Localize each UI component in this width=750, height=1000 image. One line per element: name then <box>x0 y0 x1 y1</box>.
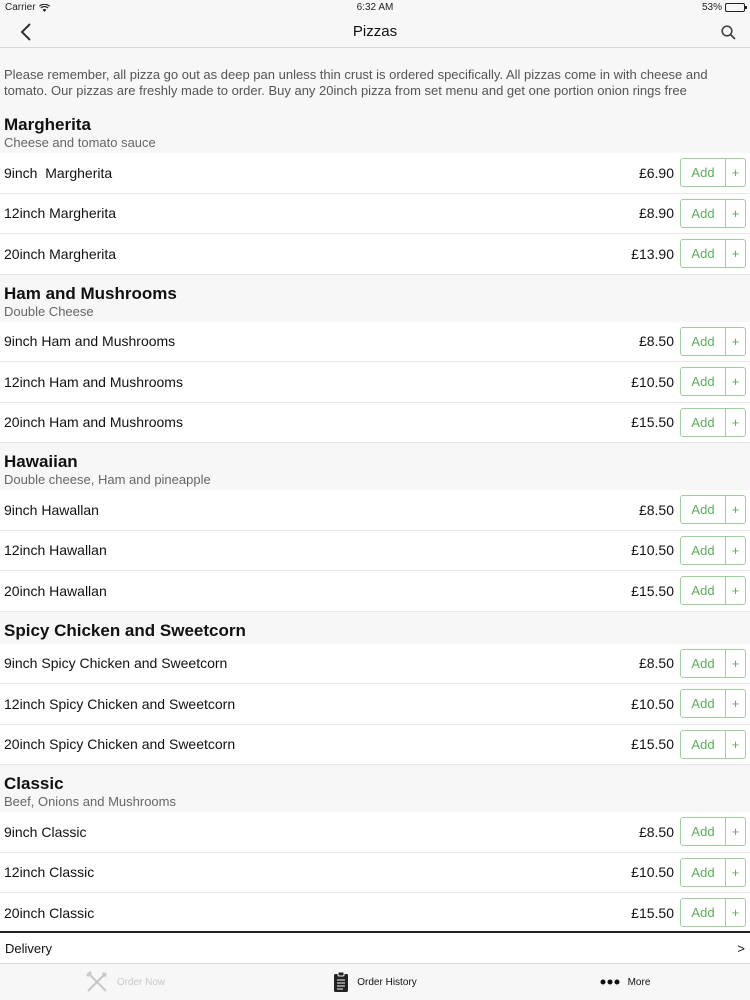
chevron-right-icon: > <box>737 940 745 956</box>
battery-percent: 53% <box>701 2 722 13</box>
carrier-label: Carrier <box>5 2 36 13</box>
add-button[interactable] <box>680 689 746 718</box>
item-name: 20inch Margherita <box>4 245 117 262</box>
plus-icon: + <box>725 650 745 677</box>
plus-icon: + <box>725 690 745 717</box>
section-title: Margherita <box>4 115 91 134</box>
item-price: £15.50 <box>631 414 674 431</box>
section-title: Hawaiian <box>4 452 78 471</box>
back-button[interactable] <box>15 20 37 44</box>
add-button[interactable] <box>680 730 746 759</box>
item-name: 12inch Margherita <box>4 205 117 222</box>
item-name: 12inch Hawallan <box>4 542 107 559</box>
add-button[interactable] <box>680 817 746 846</box>
status-time: 6:32 AM <box>356 2 394 13</box>
plus-icon: + <box>725 159 745 186</box>
delivery-bar[interactable] <box>0 931 750 963</box>
add-button[interactable] <box>680 367 746 396</box>
page-title: Pizzas <box>352 23 398 40</box>
section-header <box>0 765 750 812</box>
plus-icon: + <box>725 368 745 395</box>
menu-item-row[interactable] <box>0 644 750 685</box>
item-price: £8.50 <box>638 501 674 518</box>
add-button-label: Add <box>691 246 715 262</box>
item-price: £10.50 <box>631 542 674 559</box>
section-title: Classic <box>4 774 64 793</box>
menu-item-row[interactable] <box>0 234 750 275</box>
item-price: £15.50 <box>631 736 674 753</box>
section-header <box>0 275 750 322</box>
add-button-label: Add <box>691 824 715 840</box>
search-icon <box>721 25 736 40</box>
menu-item-row[interactable] <box>0 531 750 572</box>
add-button[interactable] <box>680 408 746 437</box>
item-price: £10.50 <box>631 695 674 712</box>
clipboard-icon <box>333 971 349 993</box>
section-description: Beef, Onions and Mushrooms <box>4 794 176 809</box>
item-price: £13.90 <box>631 245 674 262</box>
section-title: Ham and Mushrooms <box>4 283 177 303</box>
add-button[interactable] <box>680 495 746 524</box>
plus-icon: + <box>725 731 745 758</box>
item-price: £8.50 <box>638 333 674 350</box>
item-price: £10.50 <box>631 373 674 390</box>
menu-item-row[interactable] <box>0 322 750 363</box>
item-name: 9inch Spicy Chicken and Sweetcorn <box>4 655 228 672</box>
tab-order-now-label: Order Now <box>116 976 166 988</box>
plus-icon: + <box>725 409 745 436</box>
section-description: Cheese and tomato sauce <box>4 135 156 150</box>
item-name: 20inch Classic <box>4 904 95 921</box>
add-button-label: Add <box>691 696 715 712</box>
menu-item-row[interactable] <box>0 812 750 853</box>
item-name: 12inch Ham and Mushrooms <box>4 373 183 390</box>
section-description: Double Cheese <box>4 303 94 319</box>
add-button-label: Add <box>691 655 715 671</box>
add-button-label: Add <box>691 736 715 752</box>
add-button[interactable] <box>680 649 746 678</box>
add-button[interactable] <box>680 536 746 565</box>
add-button-label: Add <box>691 542 715 558</box>
menu-item-row[interactable] <box>0 684 750 725</box>
search-button[interactable] <box>718 22 738 42</box>
plus-icon: + <box>725 537 745 564</box>
nav-bar <box>0 16 750 48</box>
section-header <box>0 106 750 153</box>
menu-sections <box>0 106 750 931</box>
item-name: 9inch Classic <box>4 823 87 840</box>
item-price: £8.50 <box>638 823 674 840</box>
menu-item-row[interactable] <box>0 853 750 894</box>
menu-item-row[interactable] <box>0 403 750 444</box>
battery-indicator <box>702 2 745 13</box>
item-name: 20inch Ham and Mushrooms <box>4 414 183 431</box>
plus-icon: + <box>725 859 745 886</box>
add-button-label: Add <box>691 374 715 390</box>
add-button-label: Add <box>691 165 715 181</box>
add-button[interactable] <box>680 327 746 356</box>
add-button[interactable] <box>680 858 746 887</box>
plus-icon: + <box>725 328 745 355</box>
battery-icon <box>725 3 745 12</box>
plus-icon: + <box>725 899 745 926</box>
item-name: 20inch Spicy Chicken and Sweetcorn <box>4 736 236 753</box>
tab-order-history-label: Order History <box>357 976 417 988</box>
item-name: 9inch Hawallan <box>4 501 99 518</box>
menu-item-row[interactable] <box>0 362 750 403</box>
tab-more[interactable] <box>500 964 750 1000</box>
pizza-notice: Please remember, all pizza go out as deep pan unless thin crust is ordered specifically. All pizzas come in with cheese and tomato. Our pizzas are freshly made to order. Buy any 20inch pizza from set menu and get one portion onion rings free <box>4 67 708 98</box>
menu-item-row[interactable] <box>0 194 750 235</box>
item-name: 12inch Spicy Chicken and Sweetcorn <box>4 695 236 712</box>
menu-item-row[interactable] <box>0 893 750 931</box>
add-button[interactable] <box>680 158 746 187</box>
tab-more-label: More <box>627 976 651 988</box>
item-price: £10.50 <box>631 864 674 881</box>
add-button[interactable] <box>680 199 746 228</box>
add-button-label: Add <box>691 583 715 599</box>
menu-content[interactable] <box>0 49 750 931</box>
section-header <box>0 443 750 490</box>
menu-item-row[interactable] <box>0 490 750 531</box>
fork-knife-icon <box>85 970 109 994</box>
add-button[interactable] <box>680 576 746 605</box>
plus-icon: + <box>725 240 745 267</box>
item-name: 9inch Margherita <box>4 164 113 181</box>
item-price: £15.50 <box>631 904 674 921</box>
section-title: Spicy Chicken and Sweetcorn <box>4 620 246 640</box>
add-button-label: Add <box>691 205 715 221</box>
add-button[interactable] <box>680 239 746 268</box>
add-button-label: Add <box>691 333 715 349</box>
section-description: Double cheese, Ham and pineapple <box>4 472 211 487</box>
add-button-label: Add <box>691 414 715 430</box>
chevron-left-icon <box>20 23 32 41</box>
plus-icon: + <box>725 200 745 227</box>
menu-item-row[interactable] <box>0 725 750 766</box>
add-button[interactable] <box>680 898 746 927</box>
item-price: £8.50 <box>638 655 674 672</box>
delivery-label: Delivery <box>5 940 52 956</box>
tab-order-history[interactable] <box>250 964 500 1000</box>
more-dots-icon <box>600 979 620 985</box>
item-name: 12inch Classic <box>4 864 95 881</box>
tab-bar <box>0 963 750 1000</box>
status-bar <box>0 0 750 16</box>
add-button-label: Add <box>691 502 715 518</box>
item-price: £15.50 <box>631 582 674 599</box>
plus-icon: + <box>725 818 745 845</box>
menu-item-row[interactable] <box>0 571 750 612</box>
add-button-label: Add <box>691 905 715 921</box>
plus-icon: + <box>725 496 745 523</box>
add-button-label: Add <box>691 864 715 880</box>
item-name: 20inch Hawallan <box>4 582 107 599</box>
menu-item-row[interactable] <box>0 153 750 194</box>
tab-order-now[interactable] <box>0 964 250 1000</box>
section-header <box>0 612 750 644</box>
item-price: £8.90 <box>638 205 674 222</box>
item-name: 9inch Ham and Mushrooms <box>4 333 176 350</box>
item-price: £6.90 <box>638 164 674 181</box>
plus-icon: + <box>725 577 745 604</box>
